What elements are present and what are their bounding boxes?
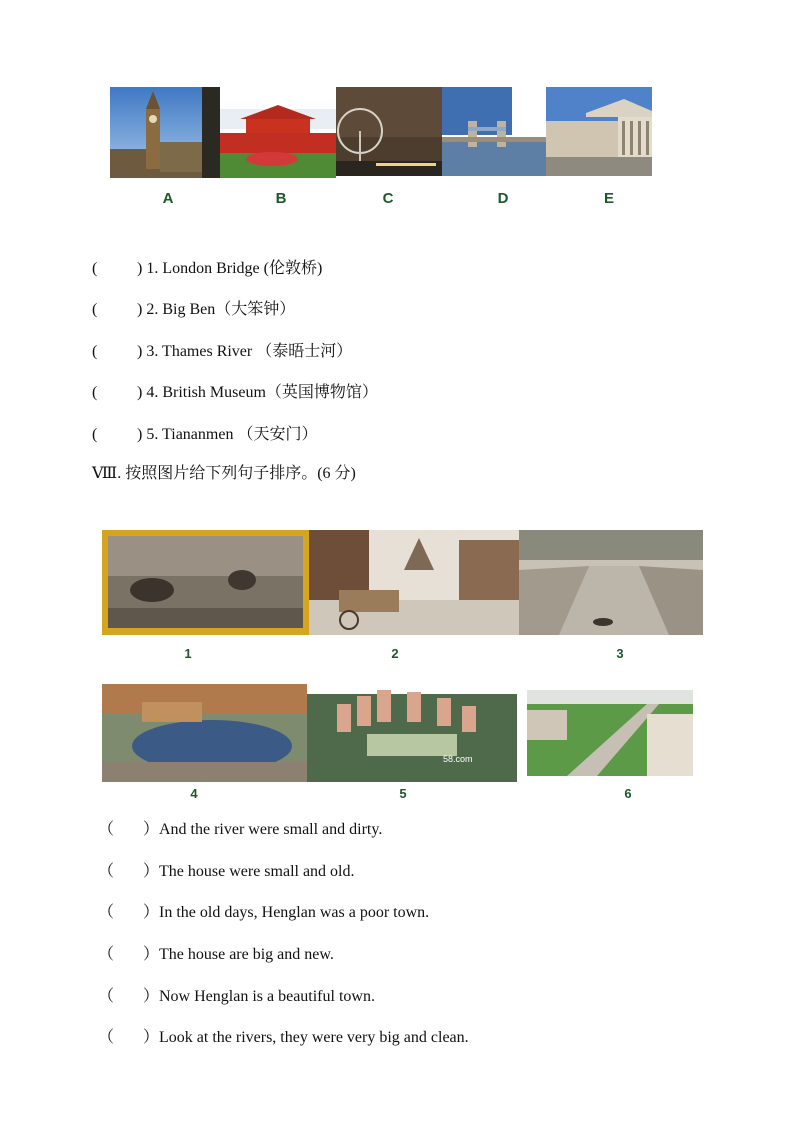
photo-farming-old (102, 530, 309, 635)
answer-blank[interactable]: ( (92, 301, 98, 318)
photo-number-5: 5 (399, 786, 407, 801)
question-1 (92, 255, 322, 278)
sentence-4 (98, 941, 334, 964)
answer-blank[interactable]: ( (92, 260, 98, 277)
photo-label-a: A (162, 190, 174, 207)
question-text: ) 4. British Museum（英国博物馆） (137, 384, 378, 401)
question-3 (92, 338, 352, 361)
photo-big-ben (110, 87, 220, 178)
answer-blank[interactable]: （ (98, 1029, 115, 1046)
photo-london-eye (336, 87, 442, 176)
sentence-3 (98, 899, 429, 922)
photo-label-c: C (382, 190, 394, 207)
sentence-text: ）In the old days, Henglan was a poor town. (143, 904, 430, 921)
question-text: ) 5. Tiananmen （天安门） (137, 426, 318, 443)
sentence-5 (98, 983, 375, 1006)
answer-blank[interactable]: （ (98, 904, 115, 921)
photo-label-b: B (275, 190, 287, 207)
answer-blank[interactable]: （ (98, 988, 115, 1005)
photo-number-1: 1 (184, 646, 192, 661)
photo-tower-bridge (442, 87, 546, 176)
photo-number-4: 4 (190, 786, 198, 801)
photo-number-3: 3 (616, 646, 624, 661)
photo-canal-old (519, 530, 703, 635)
photo-label-e: E (603, 190, 614, 207)
answer-blank[interactable]: ( (92, 343, 98, 360)
question-text: ) 2. Big Ben（大笨钟） (137, 301, 296, 318)
answer-blank[interactable]: （ (98, 821, 115, 838)
question-text: ) 3. Thames River （泰晤士河） (137, 343, 353, 360)
question-2 (92, 296, 295, 319)
sentence-text: ）The house are big and new. (143, 946, 334, 963)
photo-green-street (527, 690, 693, 776)
sentence-6 (98, 1024, 469, 1047)
photo-number-2: 2 (391, 646, 399, 661)
sentence-text: ）Now Henglan is a beautiful town. (143, 988, 375, 1005)
watermark-text: 58.com (443, 754, 473, 764)
photo-new-buildings (307, 664, 517, 782)
photo-british-museum (546, 87, 652, 176)
question-4 (92, 379, 378, 402)
photo-number-6: 6 (624, 786, 632, 801)
question-text: ) 1. London Bridge (伦敦桥) (137, 260, 323, 277)
photo-tiananmen (220, 89, 336, 178)
sentence-1 (98, 816, 382, 839)
answer-blank[interactable]: ( (92, 426, 98, 443)
sentence-2 (98, 858, 355, 881)
question-5 (92, 421, 317, 444)
answer-blank[interactable]: ( (92, 384, 98, 401)
answer-blank[interactable]: （ (98, 946, 115, 963)
sentence-text: ）The house were small and old. (143, 863, 355, 880)
sentence-text: ）Look at the rivers, they were very big and clean. (143, 1029, 469, 1046)
photo-label-d: D (497, 190, 509, 207)
section-title: Ⅷ. 按照图片给下列句子排序。(6 分) (92, 465, 356, 482)
sentence-text: ）And the river were small and dirty. (143, 821, 383, 838)
photo-town-lake (102, 666, 307, 782)
photo-street-old (309, 530, 519, 635)
answer-blank[interactable]: （ (98, 863, 115, 880)
